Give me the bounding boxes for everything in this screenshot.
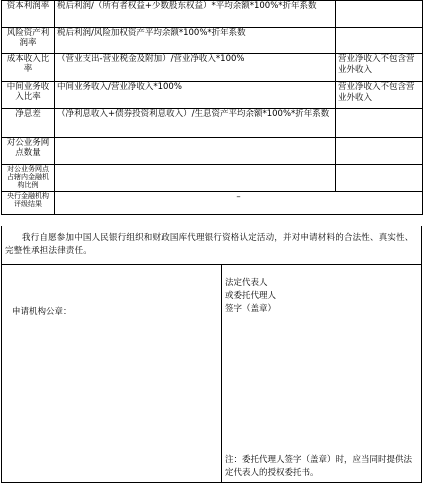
representative-signature-box bbox=[222, 265, 421, 482]
indicator-table bbox=[1, 0, 423, 215]
representative-signature-label bbox=[225, 277, 276, 316]
applicant-seal-label: 申请机构公章： bbox=[12, 307, 72, 317]
row-formula: （净利息收入+债券投资利息收入）/生息资产平均余额*100%*折年系数 bbox=[55, 109, 336, 138]
authorized-agent-label: 或委托代理人 bbox=[225, 291, 277, 301]
row-formula: 税后利润/风险加权资产平均余额*100%*折年系数 bbox=[55, 28, 336, 54]
row-label: 资本利润率 bbox=[2, 1, 55, 28]
row-note bbox=[336, 28, 423, 54]
table-row bbox=[2, 192, 423, 215]
row-label: 中间业务收入比率 bbox=[2, 82, 55, 109]
row-label: 对公业务网点占辖内金融机构比例 bbox=[2, 165, 55, 192]
row-formula: 税后利润/（所有者权益+少数股东权益）*平均余额*100%*折年系数 bbox=[55, 1, 336, 28]
table-row bbox=[2, 28, 423, 54]
applicant-seal-box bbox=[2, 265, 222, 482]
legal-representative-label: 法定代表人 bbox=[225, 278, 268, 288]
row-note: 营业净收入不包含营业外收入 bbox=[336, 82, 423, 109]
row-note bbox=[336, 109, 423, 138]
table-row bbox=[2, 109, 423, 138]
row-value: – bbox=[55, 192, 423, 215]
row-note: 营业净收入不包含营业外收入 bbox=[336, 54, 423, 82]
authorization-note: 注：委托代理人签字（盖章）时，应当同时提供法定代表人的授权委托书。 bbox=[225, 455, 413, 478]
table-row bbox=[2, 82, 423, 109]
row-note bbox=[336, 165, 423, 192]
row-note bbox=[336, 1, 423, 28]
row-label: 净息差 bbox=[2, 109, 55, 138]
table-row bbox=[2, 1, 423, 28]
row-note bbox=[336, 138, 423, 165]
signature-section bbox=[1, 264, 422, 483]
signature-stamp-label: 签字（盖章） bbox=[225, 304, 277, 314]
row-label: 成本收入比率 bbox=[2, 54, 55, 82]
row-formula bbox=[55, 138, 336, 165]
commitment-statement: 我行自愿参加中国人民银行组织和财政国库代理银行资格认定活动，并对申请材料的合法性、真实性、完整性承担法律责任。 bbox=[1, 226, 422, 264]
row-label: 风险资产利润率 bbox=[2, 28, 55, 54]
table-row bbox=[2, 138, 423, 165]
row-label: 对公业务网点数量 bbox=[2, 138, 55, 165]
table-row bbox=[2, 54, 423, 82]
row-formula: （营业支出-营业税金及附加）/营业净收入*100% bbox=[55, 54, 336, 82]
row-formula bbox=[55, 165, 336, 192]
table-row bbox=[2, 165, 423, 192]
row-label: 央行金融机构评级结果 bbox=[2, 192, 55, 215]
row-formula: 中间业务收入/营业净收入*100% bbox=[55, 82, 336, 109]
